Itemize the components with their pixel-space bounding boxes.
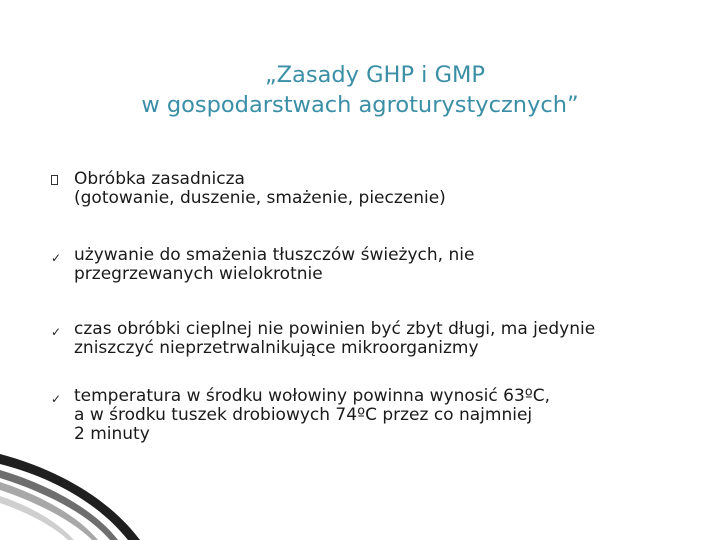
list-item-line: temperatura w środku wołowiny powinna wynosić 63ºC,	[74, 386, 551, 406]
list-item-line: 2 minuty	[74, 424, 150, 444]
list-item-line: przegrzewanych wielokrotnie	[74, 264, 323, 284]
list-item-line: Obróbka zasadnicza	[74, 169, 245, 189]
checkmark-bullet-icon: ✓	[50, 325, 62, 339]
list-item-line: używanie do smażenia tłuszczów świeżych, nie	[74, 245, 475, 265]
title-line-2: w gospodarstwach agroturystycznych”	[141, 92, 579, 118]
checkmark-bullet-icon: ✓	[50, 251, 62, 265]
title-line-1: „Zasady GHP i GMP	[264, 62, 485, 88]
list-item-line: zniszczyć nieprzetrwalnikujące mikroorganizmy	[74, 338, 479, 358]
checkmark-bullet-icon: ✓	[50, 392, 62, 406]
list-item-line: czas obróbki cieplnej nie powinien być zbyt długi, ma jedynie	[74, 319, 596, 339]
list-item-line: (gotowanie, duszenie, smażenie, pieczenie)	[74, 188, 446, 208]
list-item-line: a w środku tuszek drobiowych 74ºC przez co najmniej	[74, 405, 533, 425]
